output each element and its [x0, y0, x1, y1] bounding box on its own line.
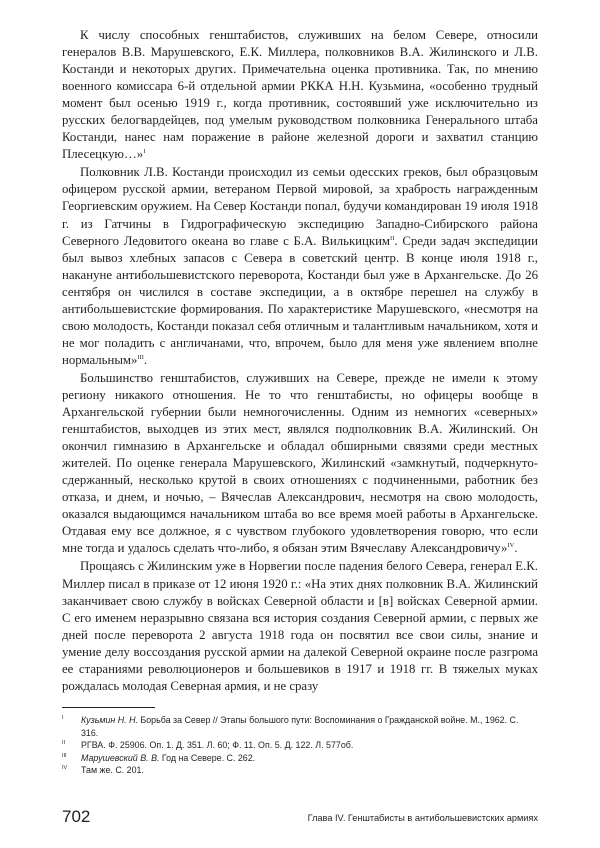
footnote-text: РГВА. Ф. 25906. Оп. 1. Д. 351. Л. 60; Ф. 11. Оп. 5. Д. 122. Л. 577об.	[81, 740, 354, 751]
footnote-mark: I	[62, 715, 64, 721]
paragraph-2: Полковник Л.В. Костанди происходил из семьи одесских греков, был образцовым офицером русской армии, ветераном Первой мировой, за храбрость награжденным Георгиевским оружием. На Север Костанди попал, будучи командирован 19 июля 1918 г. из Гатчины в Гидрографическую экспедицию Западно-Сибирского района Северного Ледовитого океана во главе с Б.А. Вилькицким$^{II}$. Среди задач экспедиции был вывоз хлебных запасов с Севера в советский центр. В конце июля 1918 г., накануне антибольшевистского переворота, Костанди был уже в Архангельске. До 26 сентября он числился в составе экспедиции, а в октябре перешел на службу в антибольшевистские формирования. По характеристике Марушевского, «несмотря на свою молодость, Костанди показал себя отличным и талантливым начальником, хотя и не мог поладить с англичанами, что, впрочем, было для меня уже явлением вполне нормальным»$^{III}$.	[62, 165, 538, 367]
footnote-text: Год на Севере. С. 262.	[159, 752, 256, 763]
paragraph-3: Большинство генштабистов, служивших на Севере, прежде не имели к этому региону никакого отношения. Не то что генштабисты, но офицеры вообще в Архангельской губернии были немногочисленны. Одним из немногих «северных» генштабистов, выходцев из этих мест, являлся подполковник В.А. Жилинский. Он окончил гимназию в Архангельске и обладал обширными связями среди местных жителей. По оценке генерала Марушевского, Жилинский «замкнутый, подчеркнуто-сдержанный, несколько крутой в своих отношениях с подчиненными, работник без отказа, и днем, и ночью, – Вячеслав Александрович, несмотря на свою молодость, оказался выдающимся начальником штаба во все время моей работы в Архангельске. Отдавая ему все должное, я с чувством глубокого удовлетворения говорю, что если мне тогда и удалось сделать что-либо, я обязан этим Вячеславу Александровичу»$^{IV}$.	[62, 370, 538, 556]
running-head: Глава IV. Генштабисты в антибольшевистских армиях	[307, 813, 538, 823]
footnote-text: Борьба за Север // Этапы большого пути: Воспоминания о Гражданской войне. М., 1962. С. 316.	[81, 715, 519, 738]
footnote-mark: II	[62, 740, 66, 747]
footnote-mark: III	[62, 752, 67, 759]
paragraph-4: Прощаясь с Жилинским уже в Норвегии после падения белого Севера, генерал Е.К. Миллер писал в приказе от 12 июня 1920 г.: «На этих днях полковник В.А. Жилинский заканчивает свою службу в войсках Северной области и [в] войсках Северной армии. С его именем неразрывно связана вся история создания Северной армии, с первых же дней после переворота 2 августа 1918 года он посвятил все свои силы, знание и умение делу воссоздания русской армии на далекой Северной окраине после разгрома ее стараниями революционеров и большевиков в 1917 и 1918 гг. В тяжелых муках рождалась молодая Северная армия, и не сразу	[62, 559, 539, 693]
footnote	[62, 739, 538, 752]
footnote-ref[interactable]: IV	[507, 542, 515, 550]
footnote-ref[interactable]: II	[390, 234, 395, 242]
footnote	[62, 714, 538, 739]
body-text	[62, 27, 538, 695]
footnote	[62, 752, 538, 765]
footnotes	[62, 714, 538, 777]
footnote-author: Марушевский В. В.	[81, 752, 160, 763]
footnote-ref[interactable]: III	[137, 353, 144, 361]
footnote-text: Там же. С. 201.	[81, 765, 144, 776]
footnote	[62, 764, 538, 777]
footnote-divider	[62, 707, 155, 708]
paragraph-1: К числу способных генштабистов, служивших на белом Севере, относили генералов В.В. Марушевского, Е.К. Миллера, полковников В.А. Жилинского и Л.В. Костанди и некоторых других. Примечательна оценка противника. Так, по мнению военного комиссара 6-й отдельной армии РККА Н.Н. Кузьмина, «особенно трудный момент был осенью 1919 г., когда противник, состоявший уже исключительно из русских белогвардейцев, под умелым руководством полковника Генерального штаба Костанди, нанес нам поражение в районе железной дороги и захватил станцию Плесецкую…»$^I$	[62, 28, 538, 162]
page-number: 702	[62, 807, 91, 826]
footnote-mark: IV	[62, 765, 68, 772]
footnote-ref[interactable]: I	[143, 148, 146, 156]
footnote-author: Кузьмин Н. Н.	[81, 715, 138, 725]
